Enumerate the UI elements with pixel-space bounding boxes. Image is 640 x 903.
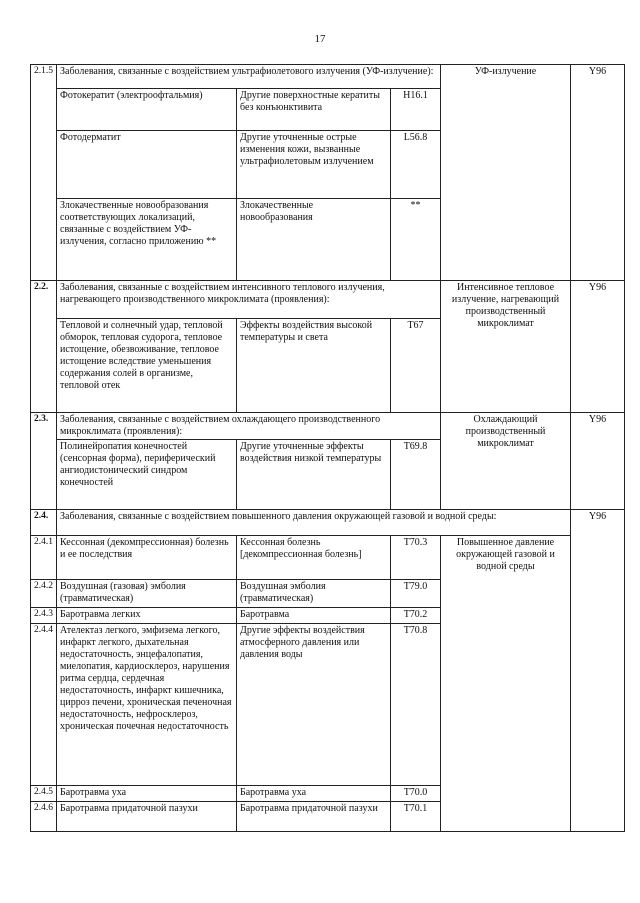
icd-code: T70.3 — [391, 536, 441, 580]
harmful-factor: Охлаждающий производственный микроклимат — [441, 413, 571, 510]
disease-name: Кессонная (декомпрессионная) болезнь и ее последствия — [57, 536, 237, 580]
section-number: 2.4. — [31, 510, 57, 536]
item-number: 2.4.1 — [31, 536, 57, 580]
disease-name: Злокачественные новообразования соответствующих локализаций, связанные с воздействием УФ-излучения, согласно приложению ** — [57, 199, 237, 281]
section-row-2-3 — [31, 413, 625, 440]
disease-name: Баротравма легких — [57, 608, 237, 624]
section-row-2-1-5 — [31, 65, 625, 89]
icd-name: Кессонная болезнь [декомпрессионная болезнь] — [237, 536, 391, 580]
icd-code: T67 — [391, 319, 441, 413]
icd-name: Другие поверхностные кератиты без конъюнктивита — [237, 89, 391, 131]
item-number: 2.4.6 — [31, 802, 57, 832]
icd-name: Другие уточненные острые изменения кожи, вызванные ультрафиолетовым излучением — [237, 131, 391, 199]
section-title: Заболевания, связанные с воздействием повышенного давления окружающей газовой и водной среды: — [57, 510, 571, 536]
table-row — [31, 536, 625, 580]
item-number: 2.4.2 — [31, 580, 57, 608]
icd-code: T70.2 — [391, 608, 441, 624]
icd-name: Баротравма уха — [237, 786, 391, 802]
icd-code: L56.8 — [391, 131, 441, 199]
disease-name: Баротравма уха — [57, 786, 237, 802]
icd-name: Воздушная эмболия (травматическая) — [237, 580, 391, 608]
icd-external-code: Y96 — [571, 510, 625, 832]
disease-name: Фотокератит (электроофтальмия) — [57, 89, 237, 131]
page-number: 17 — [314, 33, 326, 45]
icd-external-code: Y96 — [571, 281, 625, 413]
harmful-factor: УФ-излучение — [441, 65, 571, 281]
disease-name: Воздушная (газовая) эмболия (травматическая) — [57, 580, 237, 608]
harmful-factor: Интенсивное тепловое излучение, нагревающий производственный микроклимат — [441, 281, 571, 413]
icd-code: ** — [391, 199, 441, 281]
icd-code: T79.0 — [391, 580, 441, 608]
item-number: 2.4.3 — [31, 608, 57, 624]
icd-name: Баротравма — [237, 608, 391, 624]
section-number: 2.2. — [31, 281, 57, 413]
harmful-factor: Повышенное давление окружающей газовой и водной среды — [441, 536, 571, 832]
icd-code: T70.8 — [391, 624, 441, 786]
icd-external-code: Y96 — [571, 65, 625, 281]
disease-table — [30, 64, 625, 832]
icd-name: Эффекты воздействия высокой температуры и света — [237, 319, 391, 413]
icd-name: Злокачественные новообразования — [237, 199, 391, 281]
icd-code: T69.8 — [391, 440, 441, 510]
section-title: Заболевания, связанные с воздействием ультрафиолетового излучения (УФ-излучение): — [57, 65, 441, 89]
icd-name: Другие уточненные эффекты воздействия низкой температуры — [237, 440, 391, 510]
icd-name: Другие эффекты воздействия атмосферного давления или давления воды — [237, 624, 391, 786]
item-number: 2.4.5 — [31, 786, 57, 802]
icd-code: T70.1 — [391, 802, 441, 832]
disease-name: Полинейропатия конечностей (сенсорная форма), периферический ангиодистонический синдром конечностей — [57, 440, 237, 510]
section-number: 2.3. — [31, 413, 57, 510]
item-number: 2.4.4 — [31, 624, 57, 786]
disease-name: Тепловой и солнечный удар, тепловой обморок, тепловая судорога, тепловое истощение, обезвоживание, тепловое истощение вследствие уменьшения содержания солей в организме, тепловой отек — [57, 319, 237, 413]
disease-name: Ателектаз легкого, эмфизема легкого, инфаркт легкого, дыхательная недостаточность, энцефалопатия, миелопатия, кардиосклероз, нарушения ритма сердца, сердечная недостаточность, инфаркт кишечника, цирроз печени, хроническая печеночная недостаточность, нефросклероз, хроническая почечная недостаточность — [57, 624, 237, 786]
disease-name: Баротравма придаточной пазухи — [57, 802, 237, 832]
section-title: Заболевания, связанные с воздействием охлаждающего производственного микроклимата (проявления): — [57, 413, 441, 440]
section-row-2-2 — [31, 281, 625, 319]
disease-name: Фотодерматит — [57, 131, 237, 199]
section-number: 2.1.5 — [31, 65, 57, 281]
section-title: Заболевания, связанные с воздействием интенсивного теплового излучения, нагревающего производственного микроклимата (проявления): — [57, 281, 441, 319]
icd-code: T70.0 — [391, 786, 441, 802]
icd-name: Баротравма придаточной пазухи — [237, 802, 391, 832]
section-row-2-4 — [31, 510, 625, 536]
icd-code: H16.1 — [391, 89, 441, 131]
icd-external-code: Y96 — [571, 413, 625, 510]
